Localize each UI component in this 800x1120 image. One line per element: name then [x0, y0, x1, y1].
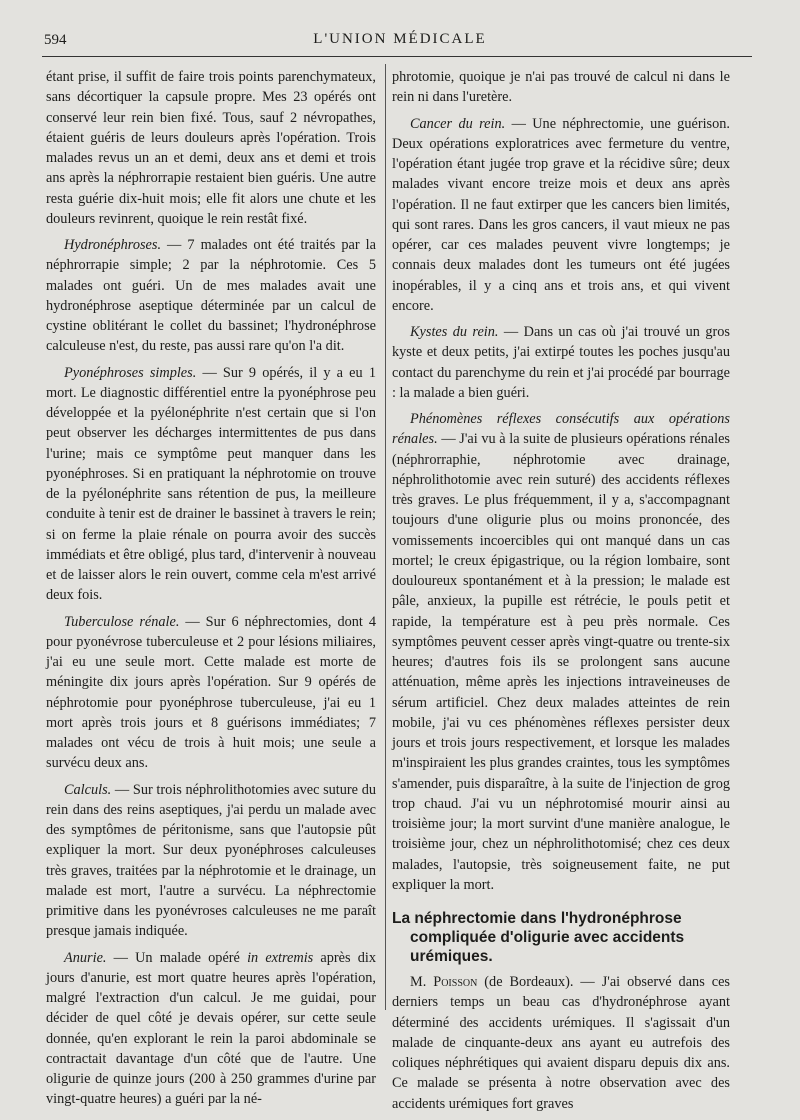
paragraph-continuation: phrotomie, quoique je n'ai pas trouvé de calcul ni dans le rein ni dans l'uretère.	[392, 69, 730, 106]
section-title-kystes: Kystes du rein.	[410, 324, 499, 340]
running-title: L'UNION MÉDICALE	[313, 31, 487, 47]
right-column	[392, 67, 730, 1120]
paragraph-poisson: M. Poisson (de Bordeaux). — J'ai observé dans ces derniers temps un beau cas d'hydronéphrose ayant déterminé des accidents urémiques. Il s'agissait d'un malade de cinquante-deux ans ayant eu autrefois des coliques néphrétiques qui avaient disparu depuis dix ans. Ce malade se présenta à notre observation avec des accidents urémiques fort graves	[392, 974, 730, 1112]
section-title-tuberculose: Tuberculose rénale.	[64, 613, 180, 630]
paragraph-tuberculose: Tuberculose rénale. — Sur 6 néphrectomies, dont 4 pour pyonévrose tuberculeuse et 2 pour lésions miliaires, j'ai eu une seule mort. Cette malade est morte de méningite dix jours après l'opération. Sur 9 opérés de néphrotomie pour pyonéphrose tuberculeuse, j'ai eu 1 mort après trois jours et 8 guérisons immédiates; 7 malades ont vécu de trois à huit mois; une seule a survécu deux ans.	[46, 613, 376, 772]
column-divider	[385, 64, 386, 1010]
section-title-calculs: Calculs.	[64, 781, 112, 798]
section-title-pyonephroses: Pyonéphroses simples.	[64, 364, 197, 381]
paragraph-kystes: Kystes du rein. — Dans un cas où j'ai trouvé un gros kyste et deux petits, j'ai extirpé toutes les poches jusqu'au contact du parenchyme du rein et j'ai procédé par bourrage : la malade a bien guéri.	[392, 324, 730, 401]
section-title-hydronephroses: Hydronéphroses.	[64, 237, 162, 253]
page-number: 594	[44, 32, 67, 48]
paragraph-pyonephroses: Pyonéphroses simples. — Sur 9 opérés, il y a eu 1 mort. Le diagnostic différentiel entre la pyonéphrose peu développée et la pyélonéphrite n'est certain que si l'on peut observer les décharges intermittentes de pus dans l'urine; mais ce symptôme peut manquer dans les pyonéphroses. Si en pratiquant la néphrotomie on trouve de la pyélonéphrite sans rétention de pus, la meilleure conduite à tenir est de drainer le bassinet à travers le rein; si on ferme la plaie rénale on pourra avoir des succès immédiats et être obligé, plus tard, d'intervenir à nouveau et de laisser alors le rein ouvert, comme cela m'est arrivé deux fois.	[46, 364, 376, 604]
header-rule	[42, 56, 752, 57]
section-title-anurie: Anurie.	[64, 949, 107, 966]
paragraph-anurie: Anurie. — Un malade opéré in extremis après dix jours d'anurie, est mort quatre heures après l'opération, malgré l'extraction d'un calcul. Je me guidai, pour décider de quel côté je devais opérer, sur cette seule donnée, qu'en explorant le rein la paroi abdominale se contractait davantage d'un côté que de l'autre. Une oligurie de quinze jours (200 à 250 grammes d'urine par vingt-quatre heures) a guéri par la né-	[46, 949, 376, 1108]
author-name: M. Poisson	[410, 974, 478, 990]
page-header	[0, 0, 800, 56]
paragraph-calculs: Calculs. — Sur trois néphrolithotomies avec suture du rein dans des reins aseptiques, j'ai perdu un malade avec des symptômes de péritonisme, sans que l'autopsie pût expliquer la mort. Sur deux pyonéphroses calculeuses très graves, traitées par la néphrotomie et le drainage, un malade est mort, l'autre a survécu. La néphrectomie primitive dans les pyonévroses calculeuses ne me paraît presque jamais indiquée.	[46, 781, 376, 940]
paragraph-cancer: Cancer du rein. — Une néphrectomie, une guérison. Deux opérations exploratrices avec fermeture du ventre, l'opération étant jugée trop grave et la récidive sûre; deux malades vivant encore treize mois et deux ans après l'opération. Il ne faut extirper que les cancers bien limités, qui sont rares. Dans les gros cancers, il vaut mieux ne pas opérer, car ces malades peuvent vivre longtemps; je connais deux malades dont les tumeurs ont été jugées inopérables, il y a cinq ans et trois ans, et qui vivent encore.	[392, 115, 730, 314]
left-column	[46, 67, 376, 1116]
paragraph-reflexes: Phénomènes réflexes consécutifs aux opérations rénales. — J'ai vu à la suite de plusieurs opérations rénales (néphrorraphie, néphrotomie avec drainage, néphrolithotomie avec rein suturé) des accidents réflexes très graves. Le plus fréquemment, il y a, s'accompagnant toujours d'une oligurie plus ou moins prononcée, des vomissements incoercibles qui ont manqué dans un cas mortel; le creux épigastrique, ou la région lombaire, sont douloureux spontanément et à la pression; le malade est pâle, anxieux, la pupille est rétrécie, le pouls petit et rapide, la température est à peu près normale. Ces symptômes peuvent cesser après vingt-quatre ou trente-six heures; d'autres fois ils se prolongent sans aucune atténuation, même après les injections intraveineuses de sérum artificiel. Chez deux malades atteintes de rein mobile, j'ai vu ces phénomènes réflexes persister deux jours et trois jours respectivement, et lorsque les malades m'inspiraient les plus grandes craintes, tous les symptômes s'amender, puis disparaître, à la suite de l'injection de grog trop chaud. J'ai vu un néphrotomisé mourir ainsi au troisième jour; la mort survint d'une manière analogue, le troisième jour, chez un néphrolithotomisé; chez ces deux malades, l'autopsie, très soigneusement faite, ne put expliquer la mort.	[392, 411, 730, 893]
article-heading: La néphrectomie dans l'hydronéphrose compliquée d'oligurie avec accidents urémiques.	[392, 910, 685, 965]
paragraph-hydronephroses: Hydronéphroses. — 7 malades ont été traités par la néphrorrapie simple; 2 par la néphrotomie. Ces 5 malades ont guéri. Un de mes malades avait une hydronéphrose aseptique déterminée par un calcul de cystine oblitérant le collet du bassinet; l'hydronéphrose calculeuse n'est, du reste, pas aussi rare qu'on l'a dit.	[46, 237, 376, 355]
section-title-reflexes: Phénomènes réflexes consécutifs aux opérations rénales.	[392, 411, 730, 448]
section-title-cancer: Cancer du rein.	[410, 115, 506, 132]
paragraph-nephrorraphie-results: étant prise, il suffit de faire trois points parenchymateux, sans décortiquer la capsule propre. Mes 23 opérés ont conservé leur rein bien fixé. Tous, sauf 2 névropathes, étaient guéris de leurs douleurs après l'opération. Trois malades revus un an et demi, deux ans et demi et trois ans après la néphrorrapie restaient bien guéris. Une autre resta guérie dix-huit mois; elle fit alors une chute et les douleurs revinrent, quoique le rein restât fixé.	[46, 69, 376, 227]
